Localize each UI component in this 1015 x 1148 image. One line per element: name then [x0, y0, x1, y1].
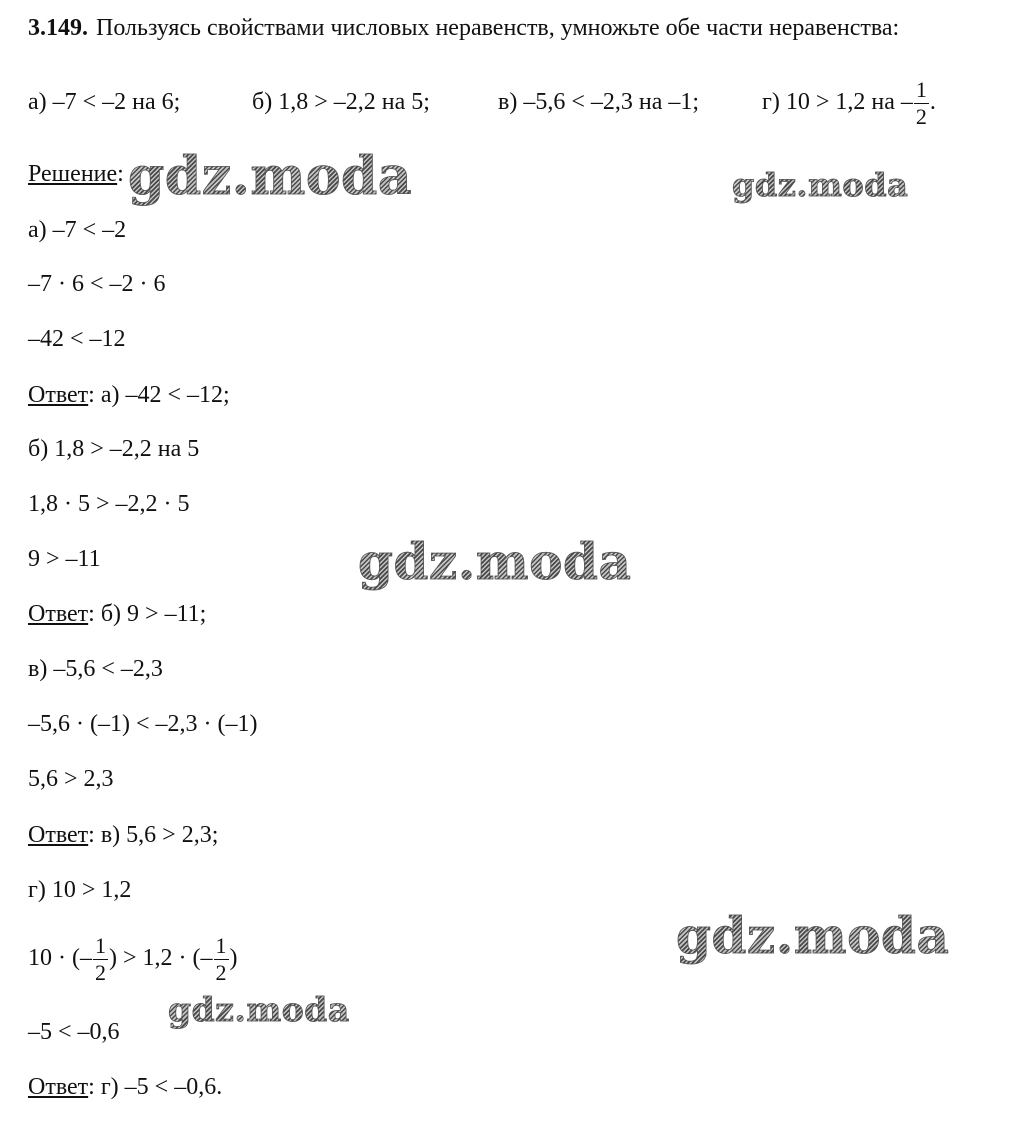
solution-label: Решение [28, 161, 118, 187]
fraction-one-half: $\frac{1}{2}$ [94, 932, 106, 985]
watermark: gdz.moda [168, 990, 350, 1029]
step-g3: –5 < –0,6 [28, 1019, 120, 1045]
problem-item-a: а) –7 < –2 на 6; [28, 89, 181, 115]
step-g1: г) 10 > 1,2 [28, 877, 132, 903]
step-g2: 10 · (– $\frac{1}{2}$ ) > 1,2 · (– $\frac{1}{2}$ ) [28, 932, 238, 985]
step-a2: –7 · 6 < –2 · 6 [28, 271, 166, 297]
watermark: gdz.moda [358, 532, 632, 591]
step-b1: б) 1,8 > –2,2 на 5 [28, 436, 200, 462]
step-a1: а) –7 < –2 [28, 217, 127, 243]
step-b3: 9 > –11 [28, 546, 101, 572]
watermark: gdz.moda [732, 166, 909, 204]
answer-b: Ответ: б) 9 > –11; [28, 601, 207, 627]
step-b2: 1,8 · 5 > –2,2 · 5 [28, 491, 190, 517]
step-a3: –42 < –12 [28, 326, 126, 352]
step-v3: 5,6 > 2,3 [28, 766, 114, 792]
problem-item-v: в) –5,6 < –2,3 на –1; [498, 89, 700, 115]
fraction-one-half: $\frac{1}{2}$ [915, 76, 927, 129]
fraction-one-half: $\frac{1}{2}$ [215, 932, 227, 985]
watermark: gdz.moda [676, 906, 950, 965]
answer-v: Ответ: в) 5,6 > 2,3; [28, 822, 219, 848]
step-v2: –5,6 · (–1) < –2,3 · (–1) [28, 711, 258, 737]
problem-item-g: г) 10 > 1,2 на – $\frac{1}{2}$ . [762, 76, 936, 129]
watermark: gdz.moda [128, 146, 413, 207]
step-v1: в) –5,6 < –2,3 [28, 656, 163, 682]
problem-text: Пользуясь свойствами числовых неравенств, умножьте обе части неравенства: [96, 15, 900, 41]
problem-number: 3.149. [28, 15, 88, 41]
answer-g: Ответ: г) –5 < –0,6. [28, 1074, 223, 1100]
solution-heading: Решение: [28, 161, 124, 187]
problem-item-b: б) 1,8 > –2,2 на 5; [252, 89, 430, 115]
problem-statement [28, 14, 899, 42]
answer-a: Ответ: а) –42 < –12; [28, 382, 230, 408]
